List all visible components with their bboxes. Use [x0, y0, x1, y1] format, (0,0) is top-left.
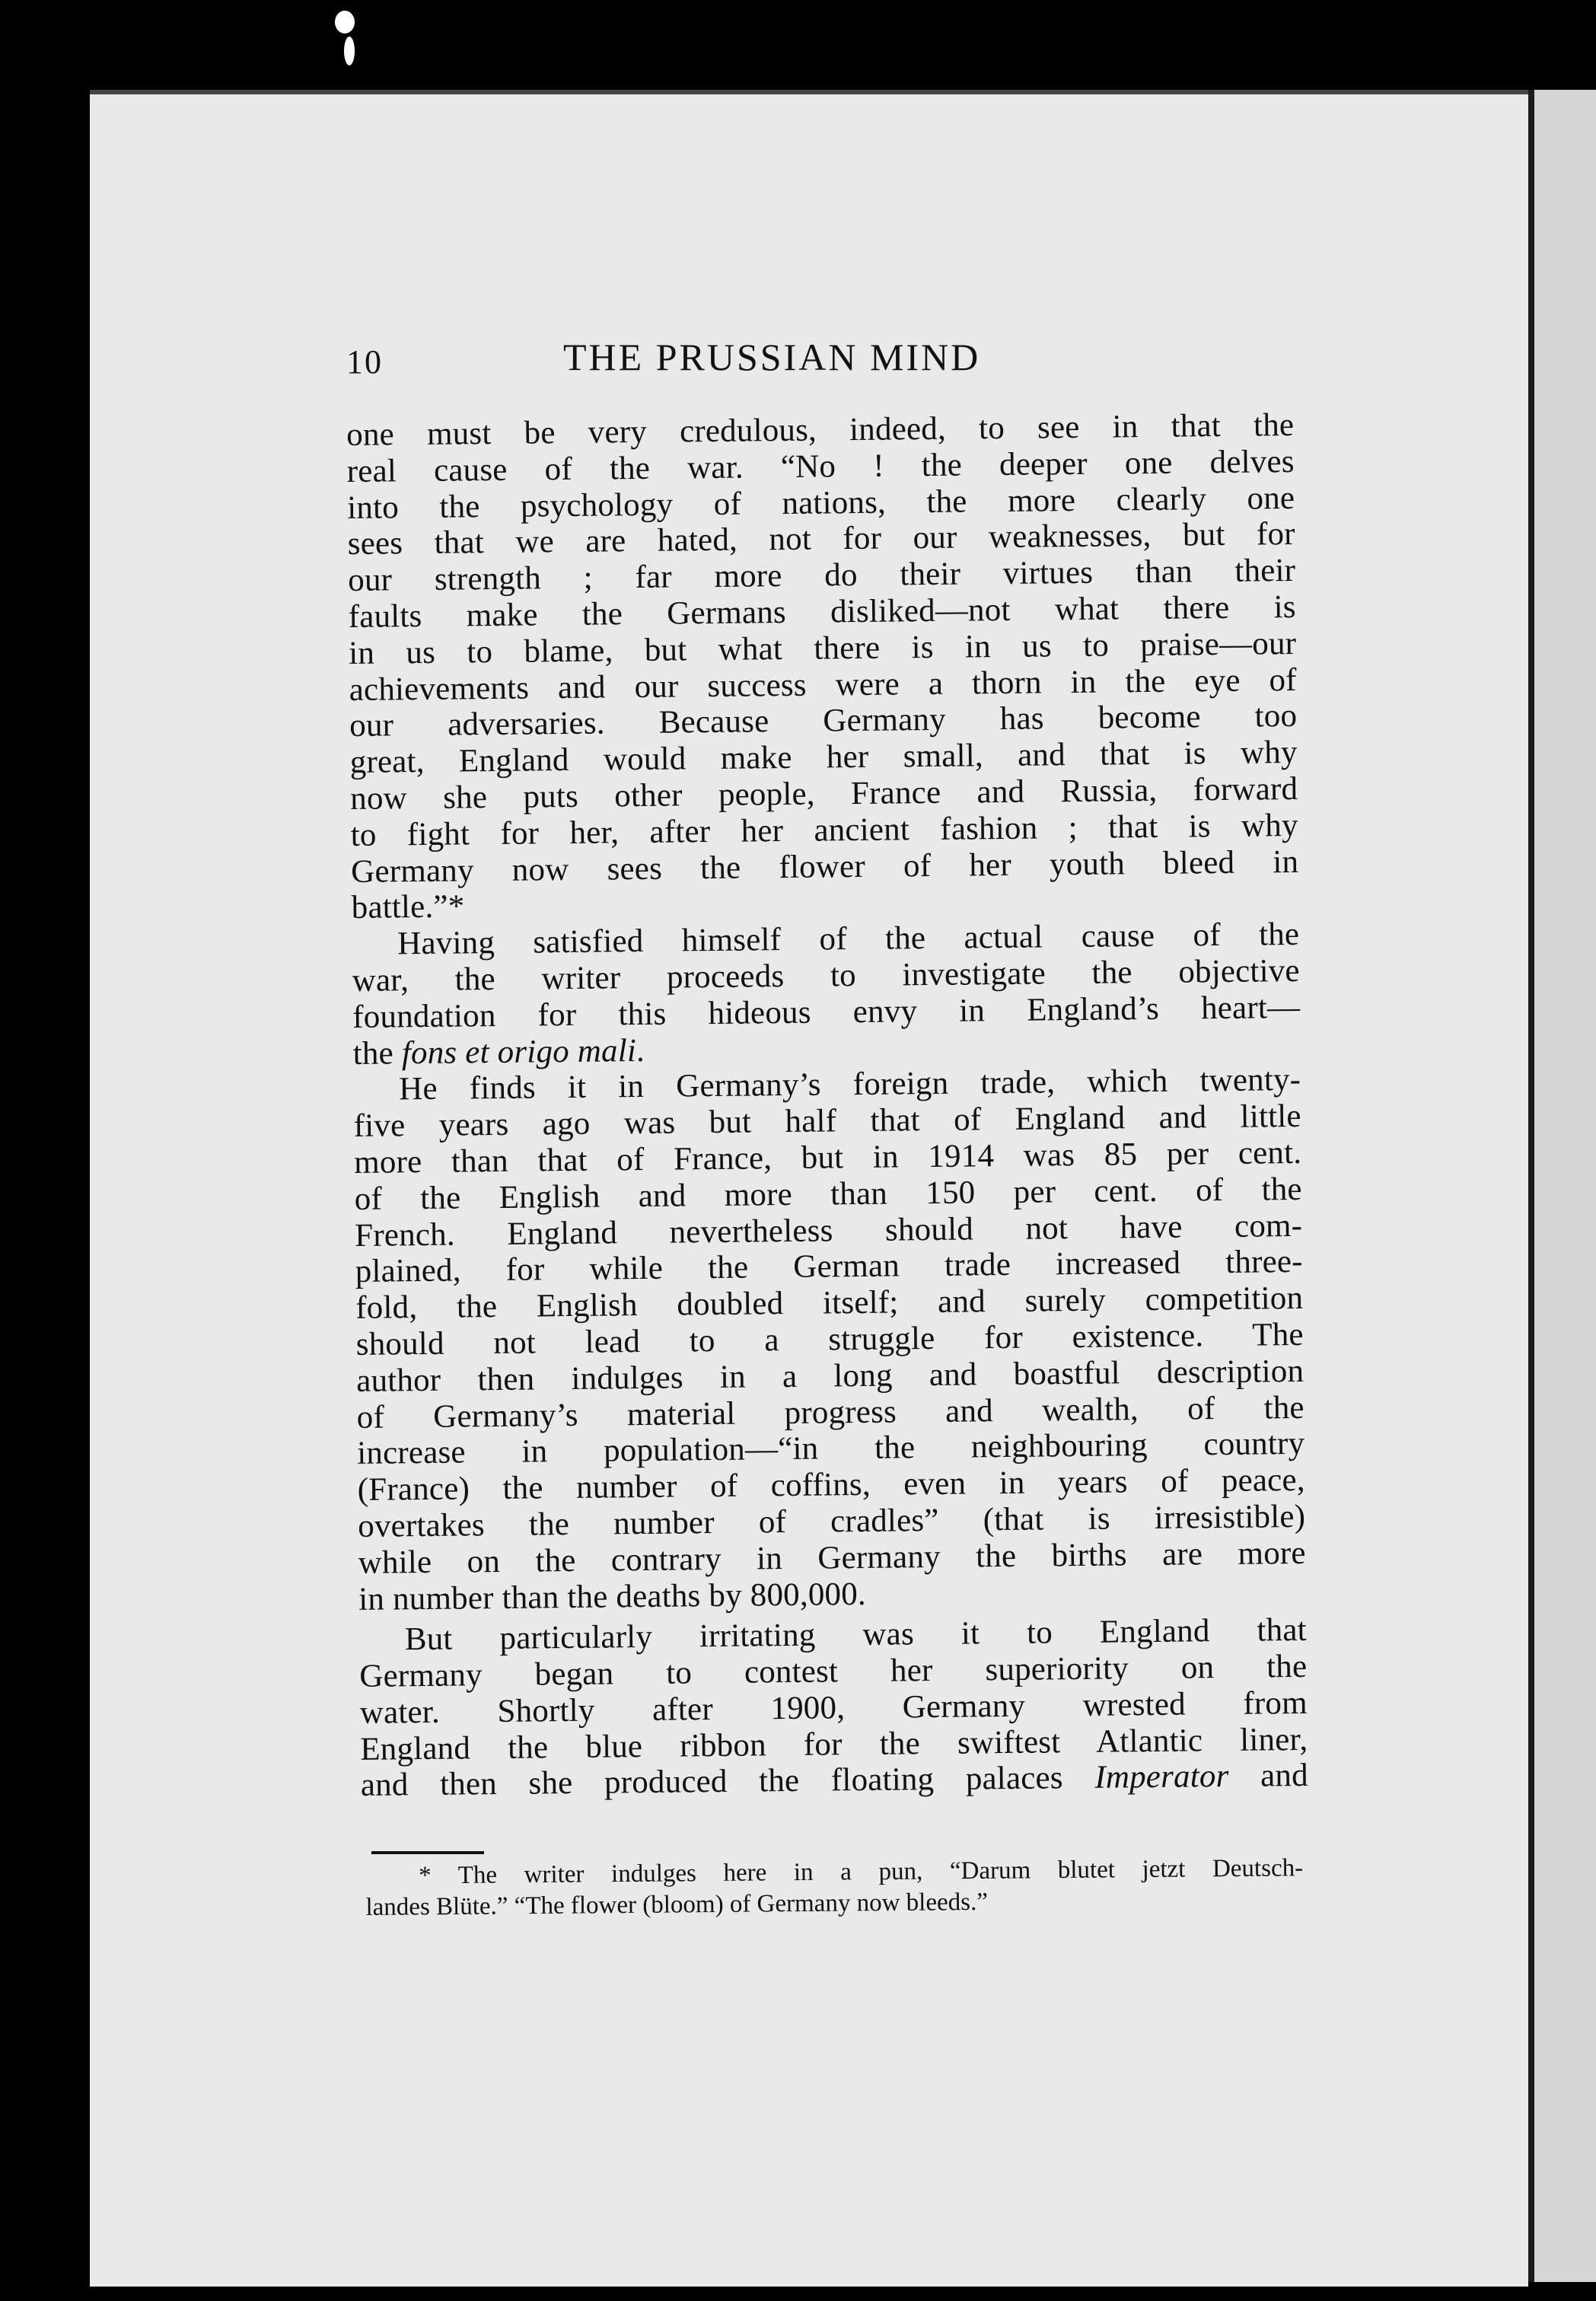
- text-line: into the psychology of nations, the more clearly one: [347, 480, 1295, 526]
- scan-speck: [344, 37, 355, 65]
- text-line: our strength ; far more do their virtues than their: [348, 553, 1296, 599]
- text-line: foundation for this hideous envy in England’s heart—: [352, 989, 1301, 1035]
- text-line: (France) the number of coffins, even in years of peace,: [357, 1461, 1305, 1509]
- text-line: should not lead to a struggle for existence. The: [355, 1316, 1304, 1362]
- latin-phrase: fons et origo mali: [401, 1032, 637, 1071]
- text-line: battle.”*: [351, 888, 465, 926]
- text-line: water. Shortly after 1900, Germany wrested from: [359, 1684, 1308, 1731]
- text-line: one must be very credulous, indeed, to see in that the: [346, 406, 1295, 453]
- text-line: to fight for her, after her ancient fashion ; that is why: [350, 807, 1298, 853]
- text-line: He finds it in Germany’s foreign trade, which twenty-: [399, 1062, 1301, 1107]
- text-line: But particularly irritating was it to England that: [404, 1612, 1308, 1658]
- text-line: while on the contrary in Germany the births are more: [358, 1535, 1306, 1581]
- footnote: [365, 1853, 1304, 1923]
- text-line: Having satisfied himself of the actual cause of the: [397, 916, 1300, 962]
- page-header: [346, 335, 1328, 396]
- text-line: Germany now sees the flower of her youth bleed in: [351, 843, 1299, 890]
- footnote-line: * The writer indulges here in a pun, “Darum blutet jetzt Deutsch-: [419, 1854, 1304, 1890]
- footnote-line: landes Blüte.” “The flower (bloom) of Germany now bleeds.”: [365, 1888, 989, 1921]
- text-line: in us to blame, but what there is in us to praise—our: [349, 625, 1297, 671]
- text-line: England the blue ribbon for the swiftest Atlantic liner,: [360, 1721, 1308, 1767]
- text-line: French. England nevertheless should not have com-: [355, 1207, 1303, 1254]
- text-line: five years ago was but half that of England and little: [353, 1098, 1301, 1145]
- text-fragment: .: [636, 1032, 645, 1069]
- text-line: overtakes the number of cradles” (that is irresistible): [358, 1498, 1306, 1544]
- text-fragment: and: [1228, 1758, 1309, 1795]
- text-line: increase in population—“in the neighbouring country: [357, 1426, 1305, 1472]
- text-line: of Germany’s material progress and wealth, of the: [356, 1389, 1305, 1436]
- text-line: in number than the deaths by 800,000.: [358, 1576, 867, 1617]
- text-line: of the English and more than 150 per cent. of the: [354, 1171, 1302, 1217]
- text-fragment: and then she produced the floating palaces: [360, 1760, 1095, 1804]
- ship-name: Imperator: [1094, 1758, 1229, 1796]
- footnote-rule: [371, 1851, 484, 1854]
- text-line: author then indulges in a long and boastful description: [356, 1353, 1305, 1399]
- text-line: plained, for while the German trade increased three-: [355, 1244, 1303, 1290]
- text-line: sees that we are hated, not for our weaknesses, but for: [347, 516, 1295, 563]
- text-line: great, England would make her small, and that is why: [349, 735, 1298, 781]
- scan-speck: [335, 11, 355, 33]
- page-number: 10: [346, 343, 383, 381]
- text-line: war, the writer proceeds to investigate the objective: [352, 952, 1300, 999]
- text-line: fold, the English doubled itself; and surely competition: [355, 1280, 1304, 1327]
- adjacent-page-strip: [1534, 90, 1596, 2282]
- text-line: our adversaries. Because Germany has become too: [349, 698, 1298, 744]
- running-title: THE PRUSSIAN MIND: [563, 336, 981, 378]
- text-line: real cause of the war. “No ! the deeper one delves: [346, 443, 1295, 489]
- text-line: faults make the Germans disliked—not what there is: [348, 588, 1296, 635]
- text-line: achievements and our success were a thorn in the eye of: [349, 661, 1297, 708]
- text-fragment: the: [352, 1034, 403, 1072]
- body-text: [346, 407, 1308, 1804]
- text-line: Germany began to contest her superiority on the: [359, 1648, 1308, 1695]
- text-line: now she puts other people, France and Russia, forward: [350, 770, 1298, 817]
- text-line: more than that of France, but in 1914 was 85 per cent.: [354, 1134, 1302, 1181]
- page-edge-shadow: [1528, 90, 1534, 2282]
